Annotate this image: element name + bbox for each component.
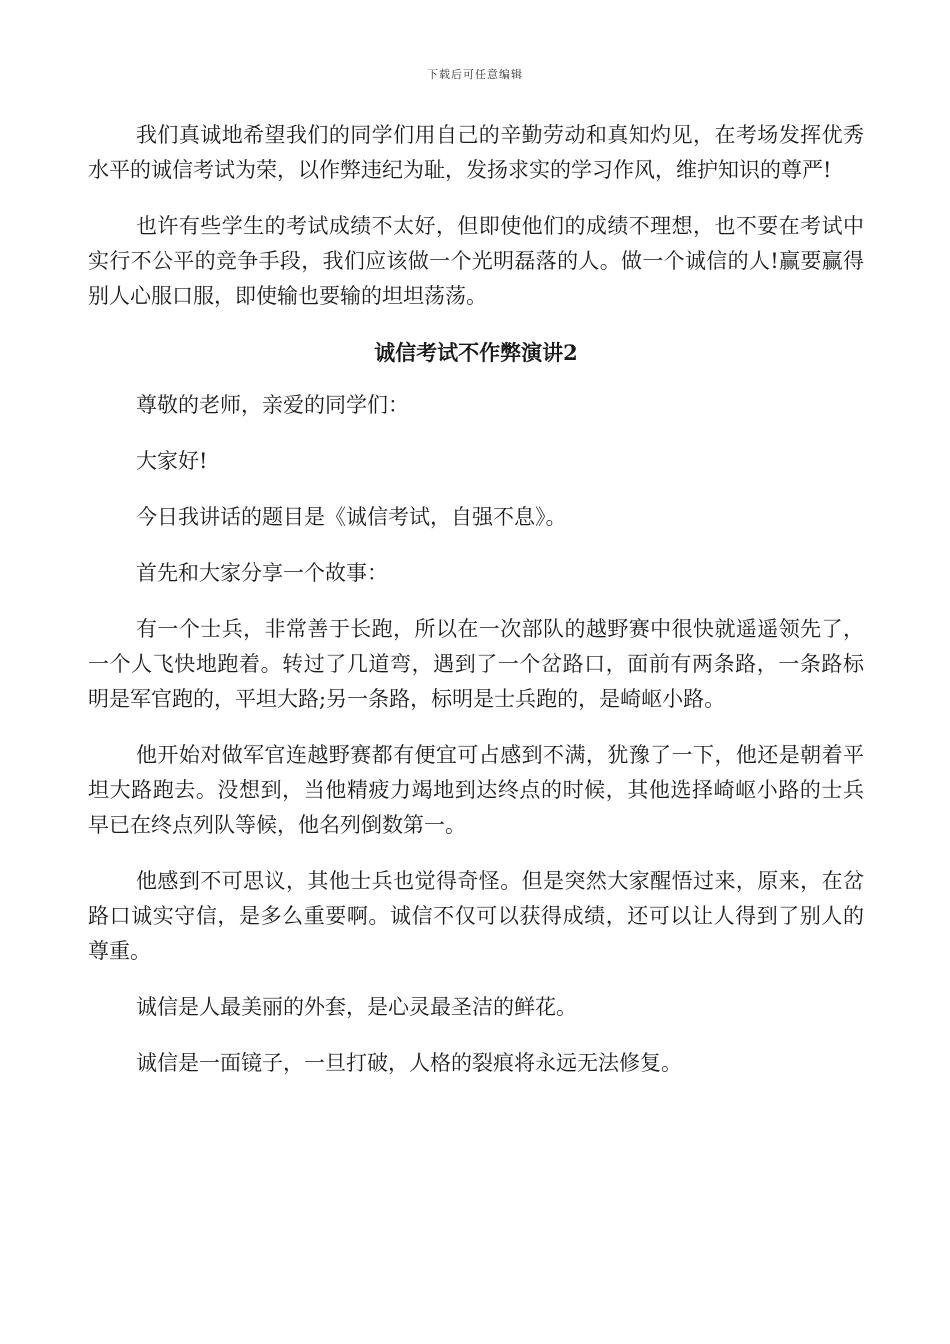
paragraph: 也许有些学生的考试成绩不太好，但即使他们的成绩不理想，也不要在考试中实行不公平的竞争手段，我们应该做一个光明磊落的人。做一个诚信的人!赢要赢得别人心服口服，即使输也要输的坦坦荡荡。 xyxy=(88,214,864,308)
paragraph: 今日我讲话的题目是《诚信考试，自强不息》。 xyxy=(136,505,567,529)
paragraph: 他感到不可思议，其他士兵也觉得奇怪。但是突然大家醒悟过来，原来，在岔路口诚实守信，是多么重要啊。诚信不仅可以获得成绩，还可以让人得到了别人的尊重。 xyxy=(88,869,864,963)
paragraph: 诚信是一面镜子，一旦打破，人格的裂痕将永远无法修复。 xyxy=(136,1051,682,1075)
header-note: 下载后可任意编辑 xyxy=(427,68,523,81)
paragraph: 有一个士兵，非常善于长跑，所以在一次部队的越野赛中很快就遥遥领先了，一个人飞快地跑着。转过了几道弯，遇到了一个岔路口，面前有两条路，一条路标明是军官跑的，平坦大路;另一条路，标明是士兵跑的，是崎岖小路。 xyxy=(88,617,864,711)
section-heading: 诚信考试不作弊演讲2 xyxy=(374,340,578,365)
paragraph: 大家好! xyxy=(136,449,208,473)
paragraph: 他开始对做军官连越野赛都有便宜可占感到不满，犹豫了一下，他还是朝着平坦大路跑去。没想到，当他精疲力竭地到达终点的时候，其他选择崎岖小路的士兵早已在终点列队等候，他名列倒数第一。 xyxy=(88,743,864,837)
paragraph: 尊敬的老师，亲爱的同学们： xyxy=(136,393,409,417)
paragraph: 我们真诚地希望我们的同学们用自己的辛勤劳动和真知灼见，在考场发挥优秀水平的诚信考试为荣，以作弊违纪为耻，发扬求实的学习作风，维护知识的尊严! xyxy=(88,123,864,182)
document-body xyxy=(88,118,864,1102)
paragraph: 首先和大家分享一个故事： xyxy=(136,561,388,585)
paragraph: 诚信是人最美丽的外套，是心灵最圣洁的鲜花。 xyxy=(136,995,577,1019)
